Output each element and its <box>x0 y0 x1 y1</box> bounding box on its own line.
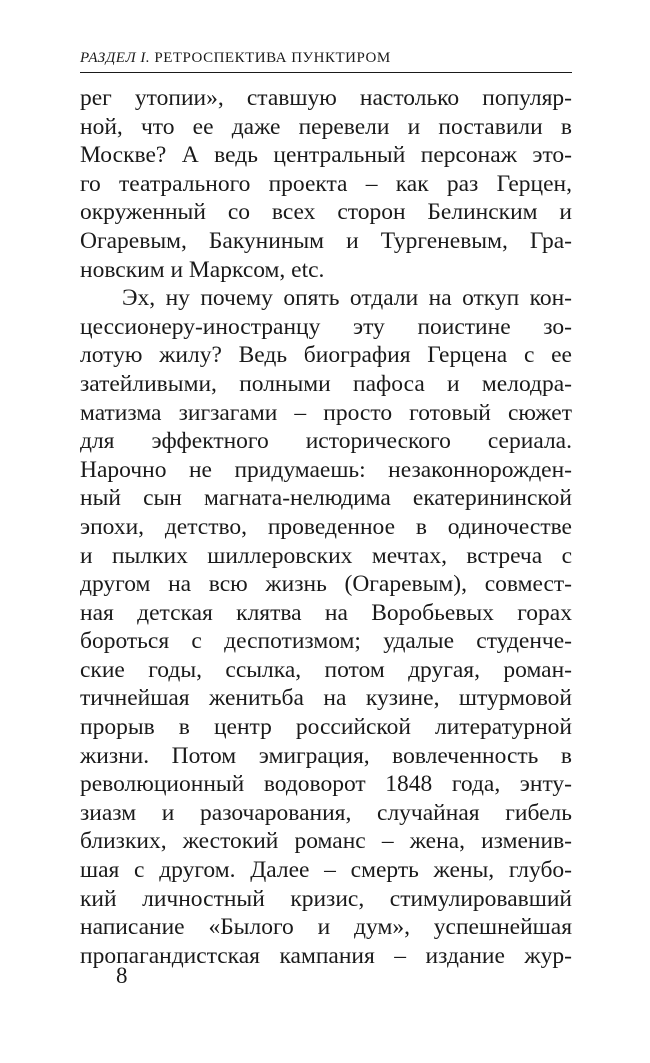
text-line: написание «Былого и дум», успешнейшая <box>80 914 572 941</box>
text-line: прорыв в центр российской литературной <box>80 714 572 741</box>
text-line: зиазм и разочарования, случайная гибель <box>80 799 572 826</box>
body-text <box>80 84 572 970</box>
text-line: Огаревым, Бакуниным и Тургеневым, Гра- <box>80 227 572 254</box>
text-line: эпохи, детство, проведенное в одиночестве <box>80 513 572 540</box>
text-line: Москве? А ведь центральный персонаж это- <box>80 142 572 169</box>
running-head <box>80 48 572 68</box>
text-line: шая с другом. Далее – смерть жены, глубо- <box>80 857 572 884</box>
running-head-title: РЕТРОСПЕКТИВА ПУНКТИРОМ <box>154 50 391 66</box>
text-line: новским и Марксом, etc. <box>80 256 325 283</box>
text-line: цессионеру-иностранцу эту поистине зо- <box>80 313 572 340</box>
text-line: бороться с деспотизмом; удалые студенче- <box>80 628 572 655</box>
text-line: окруженный со всех сторон Белинским и <box>80 199 572 226</box>
paragraph-1 <box>80 84 572 284</box>
text-line: матизма зигзагами – просто готовый сюжет <box>80 399 572 426</box>
text-line: затейливыми, полными пафоса и мелодра- <box>80 370 572 397</box>
text-line: Эх, ну почему опять отдали на откуп кон- <box>122 285 572 312</box>
text-line: ная детская клятва на Воробьевых горах <box>80 599 572 626</box>
text-line: революционный водоворот 1848 года, энту- <box>80 771 572 798</box>
text-line: рег утопии», ставшую настолько популяр- <box>80 85 572 111</box>
running-head-section: РАЗДЕЛ I. <box>80 50 151 66</box>
text-line: го театрального проекта – как раз Герцен, <box>80 170 572 197</box>
page-number: 8 <box>116 963 128 988</box>
text-line: и пылких шиллеровских мечтах, встреча с <box>80 542 572 569</box>
text-line: лотую жилу? Ведь биография Герцена с ее <box>80 342 572 369</box>
text-line: ный сын магната-нелюдима екатерининской <box>80 485 572 512</box>
text-line: ские годы, ссылка, потом другая, роман- <box>80 656 572 683</box>
paragraph-2 <box>80 284 572 970</box>
text-line: жизни. Потом эмиграция, вовлеченность в <box>80 742 572 769</box>
text-line: Нарочно не придумаешь: незаконнорожден- <box>80 456 572 483</box>
text-line: другом на всю жизнь (Огаревым), совмест- <box>80 571 572 598</box>
header-rule <box>80 72 572 73</box>
text-line: кий личностный кризис, стимулировавший <box>80 885 572 912</box>
text-line: ной, что ее даже перевели и поставили в <box>80 113 572 140</box>
text-line: пропагандистская кампания – издание жур- <box>80 942 572 969</box>
text-line: близких, жестокий романс – жена, изменив- <box>80 828 572 855</box>
text-line: тичнейшая женитьба на кузине, штурмовой <box>80 685 572 712</box>
text-line: для эффектного исторического сериала. <box>80 428 572 455</box>
